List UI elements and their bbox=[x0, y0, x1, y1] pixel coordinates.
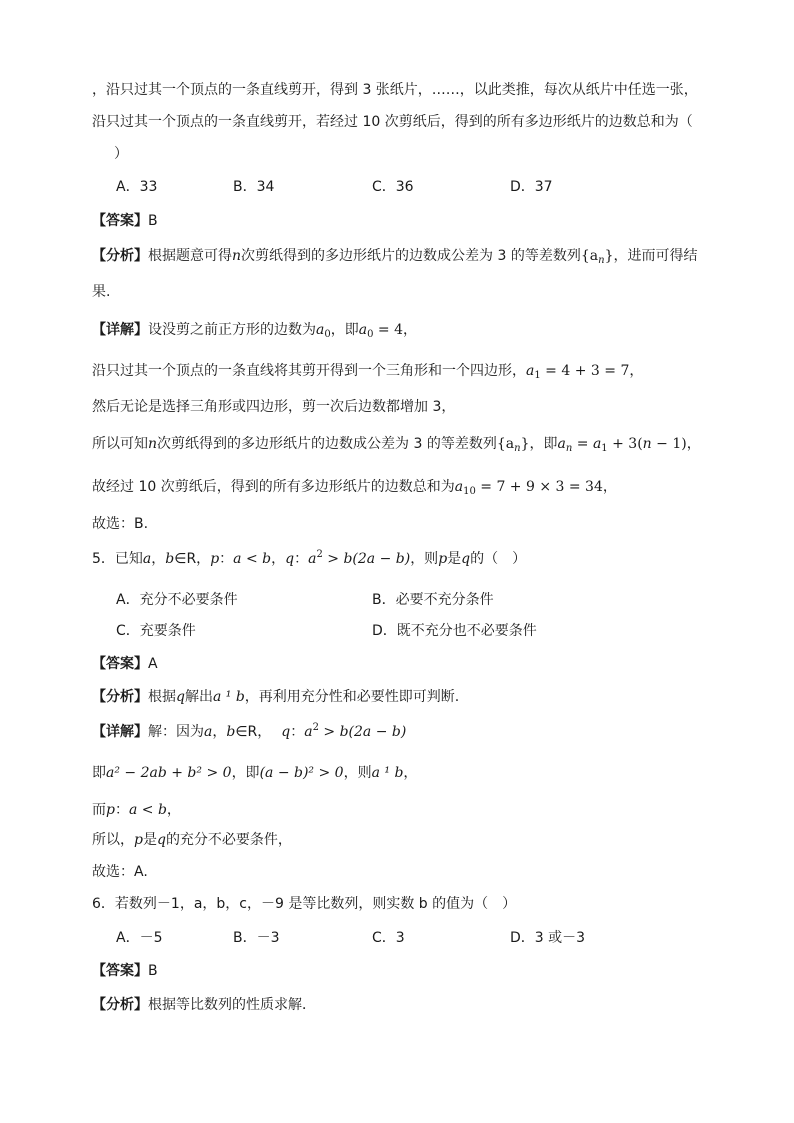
math-a: a bbox=[592, 436, 602, 452]
math-q: q bbox=[461, 551, 471, 567]
detail-text: 所以， bbox=[92, 832, 134, 848]
detail-text: ， bbox=[602, 479, 617, 495]
q5-option-c: C．充要条件 bbox=[116, 623, 196, 639]
math-b: b bbox=[165, 551, 175, 567]
math-n: n bbox=[232, 248, 242, 264]
q4-option-c: C．36 bbox=[372, 179, 414, 195]
detail-text: 是 bbox=[142, 832, 157, 848]
q4-stem-line-1: ，沿只过其一个顶点的一条直线剪开，得到 3 张纸片，……，以此类推，每次从纸片中任选一张， bbox=[92, 82, 698, 98]
q5-option-a: A．充分不必要条件 bbox=[116, 592, 238, 608]
q6-option-d: D．3 或－3 bbox=[510, 930, 586, 946]
math-sup: 2 bbox=[316, 549, 323, 560]
math-b: b bbox=[226, 724, 236, 740]
detail-text: 的充分不必要条件， bbox=[165, 832, 292, 848]
math-sub: n bbox=[514, 443, 521, 454]
math-a: a bbox=[454, 479, 464, 495]
math-expr: > b(2a − b) bbox=[318, 724, 407, 740]
q4-detail-line-2 bbox=[92, 361, 643, 381]
detail-text: ， bbox=[212, 724, 227, 740]
math-a: a bbox=[316, 322, 325, 338]
q4-detail-line-4 bbox=[92, 434, 701, 454]
answer-tag: 【答案】 bbox=[92, 656, 148, 672]
q5-option-d: D．既不充分也不必要条件 bbox=[372, 623, 537, 639]
stem-text: ， bbox=[271, 551, 286, 567]
math-q: q bbox=[285, 551, 295, 567]
q4-analysis-line-1 bbox=[92, 246, 697, 266]
math-sub: 0 bbox=[367, 329, 374, 340]
math-a: a bbox=[526, 363, 535, 379]
math-eq: = 7 + 9 × 3 = 34 bbox=[475, 479, 603, 495]
answer-tag: 【答案】 bbox=[92, 213, 148, 229]
detail-text: 解：因为 bbox=[148, 724, 204, 740]
math-sub: 1 bbox=[601, 443, 608, 454]
detail-text: ， bbox=[629, 363, 644, 379]
q5-option-b: B．必要不充分条件 bbox=[372, 592, 494, 608]
math-expr: a ¹ b bbox=[371, 765, 404, 781]
math-eq: = bbox=[572, 436, 593, 452]
math-p: p bbox=[438, 551, 448, 567]
analysis-text: 根据等比数列的性质求解． bbox=[148, 997, 316, 1013]
q4-detail-line-5 bbox=[92, 477, 617, 497]
detail-text: 而 bbox=[92, 802, 106, 818]
math-a: a bbox=[304, 724, 313, 740]
q6-analysis bbox=[92, 995, 316, 1015]
math-expr: a ¹ b bbox=[212, 689, 245, 705]
detail-text: 故经过 10 次剪纸后，得到的所有多边形纸片的边数总和为 bbox=[92, 479, 455, 495]
math-seq: {a bbox=[496, 436, 515, 452]
q6-option-b: B．－3 bbox=[233, 930, 280, 946]
analysis-text: 解出 bbox=[184, 689, 213, 705]
q5-detail-line-1 bbox=[92, 722, 406, 742]
math-p: p bbox=[134, 832, 143, 848]
math-q: q bbox=[176, 689, 185, 705]
q5-detail-line-4 bbox=[92, 830, 292, 850]
math-expr: (a − b)² > 0 bbox=[259, 765, 344, 781]
detail-text: ，则 bbox=[343, 765, 372, 781]
detail-text: 沿只过其一个顶点的一条直线将其剪开得到一个三角形和一个四边形， bbox=[92, 363, 526, 379]
math-a: a bbox=[358, 322, 368, 338]
q4-stem-line-2: 沿只过其一个顶点的一条直线剪开，若经过 10 次剪纸后，得到的所有多边形纸片的边数总和为（ bbox=[92, 114, 693, 130]
math-a: a bbox=[204, 724, 213, 740]
q6-stem: 6．若数列－1，a，b，c，－9 是等比数列，则实数 b 的值为（ ） bbox=[92, 896, 517, 912]
detail-text: 设没剪之前正方形的边数为 bbox=[148, 322, 316, 338]
detail-text: 即 bbox=[92, 765, 106, 781]
stem-text: ∈R， bbox=[174, 551, 211, 567]
q4-option-d: D．37 bbox=[510, 179, 553, 195]
math-a: a bbox=[308, 551, 317, 567]
math-expr: a² − 2ab + b² > 0 bbox=[106, 765, 232, 781]
q4-stem-line-3: ） bbox=[114, 146, 128, 162]
q4-choose: 故选：B. bbox=[92, 516, 149, 532]
q4-detail-line-3: 然后无论是选择三角形或四边形，剪一次后边数都增加 3， bbox=[92, 399, 456, 415]
math-seq-close: } bbox=[604, 248, 614, 264]
stem-text: ， bbox=[151, 551, 166, 567]
math-sub: n bbox=[598, 255, 605, 266]
stem-text: 5．已知 bbox=[92, 551, 143, 567]
math-n: n bbox=[642, 436, 652, 452]
detail-text: ： bbox=[290, 724, 305, 740]
stem-text: ，则 bbox=[410, 551, 439, 567]
stem-text: ： bbox=[219, 551, 234, 567]
math-n: n bbox=[148, 436, 158, 452]
q4-detail-line-1 bbox=[92, 320, 417, 340]
math-p: p bbox=[210, 551, 220, 567]
math-a: a bbox=[142, 551, 152, 567]
math-eq: − 1) bbox=[651, 436, 687, 452]
math-sub: 1 bbox=[534, 370, 541, 381]
analysis-text: ，再利用充分性和必要性即可判断. bbox=[244, 689, 460, 705]
analysis-text: 根据 bbox=[148, 689, 176, 705]
detail-text: ， bbox=[403, 322, 418, 338]
detail-text: 次剪纸得到的多边形纸片的边数成公差为 3 的等差数列 bbox=[157, 436, 497, 452]
stem-text: 的（ ） bbox=[470, 551, 527, 567]
q5-detail-line-2 bbox=[92, 763, 417, 783]
math-seq: {a bbox=[580, 248, 599, 264]
analysis-text: ，进而可得结 bbox=[613, 248, 698, 264]
math-seq-close: } bbox=[520, 436, 530, 452]
q4-analysis-line-2: 果. bbox=[92, 284, 111, 300]
analysis-text: 根据题意可得 bbox=[148, 248, 232, 264]
analysis-tag: 【分析】 bbox=[92, 248, 148, 264]
answer-value: B bbox=[148, 213, 158, 229]
detail-text: ，即 bbox=[529, 436, 558, 452]
answer-tag: 【答案】 bbox=[92, 963, 148, 979]
q5-stem bbox=[92, 549, 526, 569]
analysis-tag: 【分析】 bbox=[92, 689, 148, 705]
math-p: p bbox=[106, 802, 115, 818]
math-eq: + 3( bbox=[607, 436, 643, 452]
math-sub: n bbox=[565, 443, 573, 454]
answer-value: A bbox=[148, 656, 158, 672]
math-q: q bbox=[281, 724, 291, 740]
math-eq: = 4 + 3 = 7 bbox=[540, 363, 630, 379]
detail-text: ，即 bbox=[330, 322, 359, 338]
stem-text: ： bbox=[294, 551, 309, 567]
detail-text: ， bbox=[403, 765, 418, 781]
q4-answer bbox=[92, 211, 158, 231]
detail-text: 所以可知 bbox=[92, 436, 148, 452]
detail-text: ∈R， bbox=[235, 724, 272, 740]
math-expr: > b(2a − b) bbox=[322, 551, 411, 567]
detail-text: ， bbox=[686, 436, 701, 452]
q6-option-a: A．－5 bbox=[116, 930, 163, 946]
math-sub: 10 bbox=[463, 486, 476, 497]
q5-choose: 故选：A. bbox=[92, 864, 148, 880]
detail-text: ，即 bbox=[231, 765, 260, 781]
math-sub: 0 bbox=[324, 329, 331, 340]
q5-analysis bbox=[92, 687, 459, 707]
analysis-text: 次剪纸得到的多边形纸片的边数成公差为 3 的等差数列 bbox=[241, 248, 581, 264]
q4-option-a: A．33 bbox=[116, 179, 158, 195]
q5-detail-line-3 bbox=[92, 800, 181, 820]
math-ineq: a < b bbox=[233, 551, 272, 567]
q5-answer bbox=[92, 654, 158, 674]
detail-tag: 【详解】 bbox=[92, 724, 148, 740]
math-sup: 2 bbox=[312, 722, 319, 733]
analysis-tag: 【分析】 bbox=[92, 997, 148, 1013]
math-eq: = 4 bbox=[373, 322, 404, 338]
math-q: q bbox=[156, 832, 166, 848]
q6-answer bbox=[92, 961, 158, 981]
detail-text: ： bbox=[114, 802, 129, 818]
math-a: a bbox=[557, 436, 566, 452]
detail-text: ， bbox=[166, 802, 181, 818]
stem-text: 是 bbox=[447, 551, 462, 567]
math-expr: a < b bbox=[128, 802, 167, 818]
q6-option-c: C．3 bbox=[372, 930, 405, 946]
answer-value: B bbox=[148, 963, 158, 979]
q4-option-b: B．34 bbox=[233, 179, 275, 195]
detail-tag: 【详解】 bbox=[92, 322, 148, 338]
